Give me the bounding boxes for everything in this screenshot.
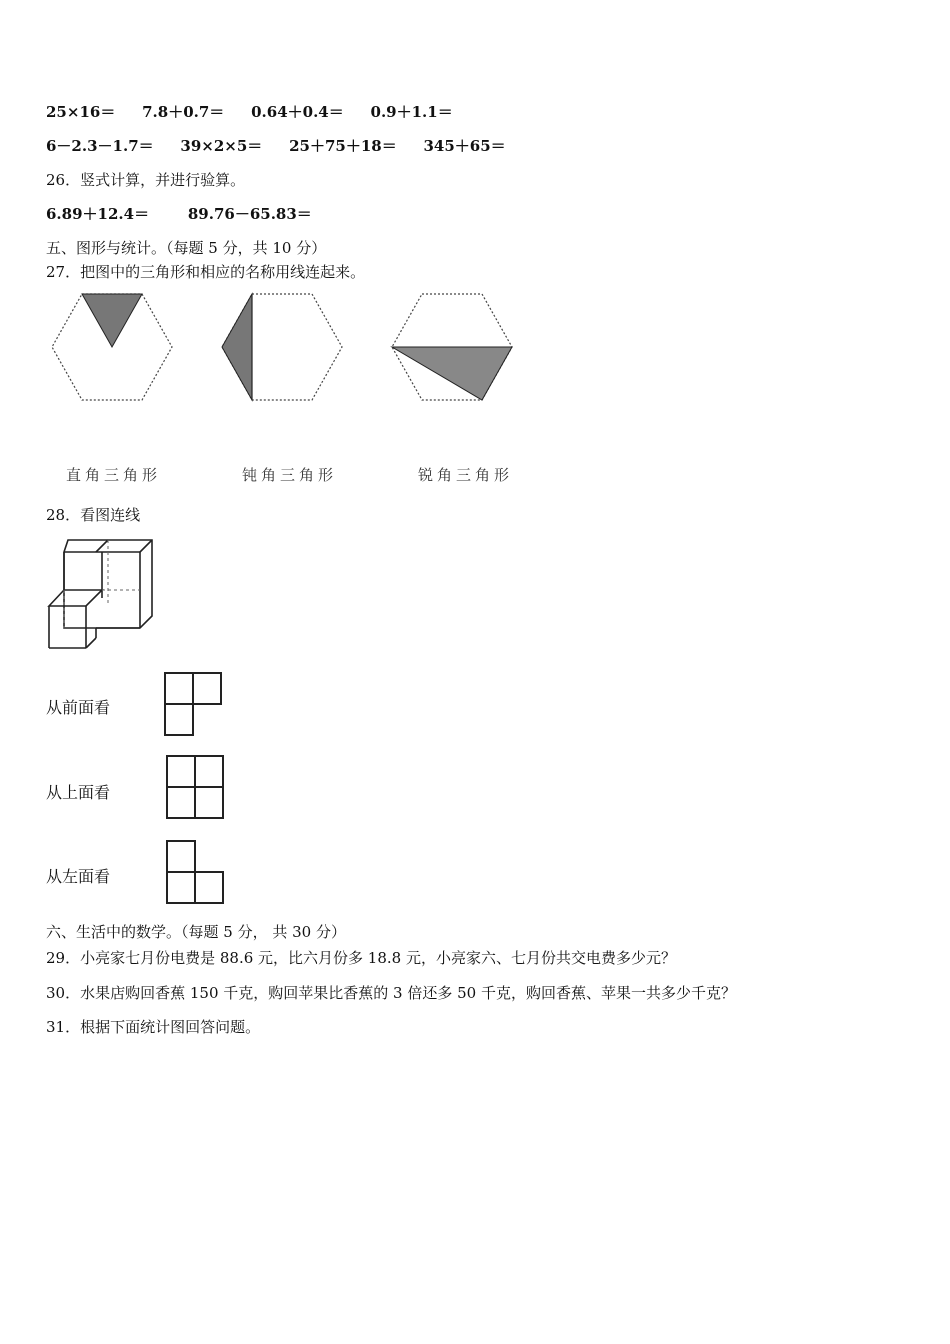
calc-expr: 39×2×5＝ bbox=[180, 137, 263, 155]
triangle-label-obtuse: 钝角三角形 bbox=[242, 466, 338, 484]
calc-expr: 0.9＋1.1＝ bbox=[370, 103, 453, 121]
hexagon-figure-2 bbox=[218, 290, 348, 402]
question-30: 30．水果店购回香蕉 150 千克，购回苹果比香蕉的 3 倍还多 50 千克，购回香蕉、苹果一共多少千克？ bbox=[46, 984, 736, 1002]
hexagon-figure-1 bbox=[48, 290, 178, 402]
hexagon-figure-3 bbox=[388, 290, 518, 402]
view-label-top: 从上面看 bbox=[46, 783, 111, 802]
question-27: 27．把图中的三角形和相应的名称用线连起来。 bbox=[46, 263, 366, 281]
calc-expr: 7.8＋0.7＝ bbox=[142, 103, 225, 121]
triangle-label-right: 直角三角形 bbox=[66, 466, 162, 484]
question-26: 26．竖式计算，并进行验算。 bbox=[46, 171, 246, 189]
calc-expr: 6－2.3－1.7＝ bbox=[46, 137, 154, 155]
calc-row-1 bbox=[46, 102, 475, 122]
calc-expr: 345＋65＝ bbox=[423, 137, 506, 155]
left-view-grid bbox=[164, 838, 228, 906]
cube-stack-figure bbox=[44, 536, 160, 656]
question-31: 31．根据下面统计图回答问题。 bbox=[46, 1018, 261, 1036]
calc-expr: 25×16＝ bbox=[46, 103, 116, 121]
calc-expr: 89.76－65.83＝ bbox=[187, 205, 312, 223]
view-label-left: 从左面看 bbox=[46, 867, 111, 886]
front-view-grid bbox=[162, 670, 226, 738]
view-label-front: 从前面看 bbox=[46, 698, 111, 717]
calc-row-3 bbox=[46, 204, 334, 224]
triangle-label-acute: 锐角三角形 bbox=[418, 466, 514, 484]
calc-row-2 bbox=[46, 136, 528, 156]
question-28: 28．看图连线 bbox=[46, 506, 141, 524]
question-29: 29．小亮家七月份电费是 88.6 元，比六月份多 18.8 元，小亮家六、七月份共交电费多少元？ bbox=[46, 949, 676, 967]
section-6-heading: 六、生活中的数学。（每题 5 分， 共 30 分） bbox=[46, 923, 346, 941]
calc-expr: 25＋75＋18＝ bbox=[289, 137, 397, 155]
calc-expr: 6.89＋12.4＝ bbox=[46, 205, 150, 223]
calc-expr: 0.64＋0.4＝ bbox=[251, 103, 344, 121]
top-view-grid bbox=[164, 753, 228, 821]
section-5-heading: 五、图形与统计。（每题 5 分，共 10 分） bbox=[46, 239, 327, 257]
